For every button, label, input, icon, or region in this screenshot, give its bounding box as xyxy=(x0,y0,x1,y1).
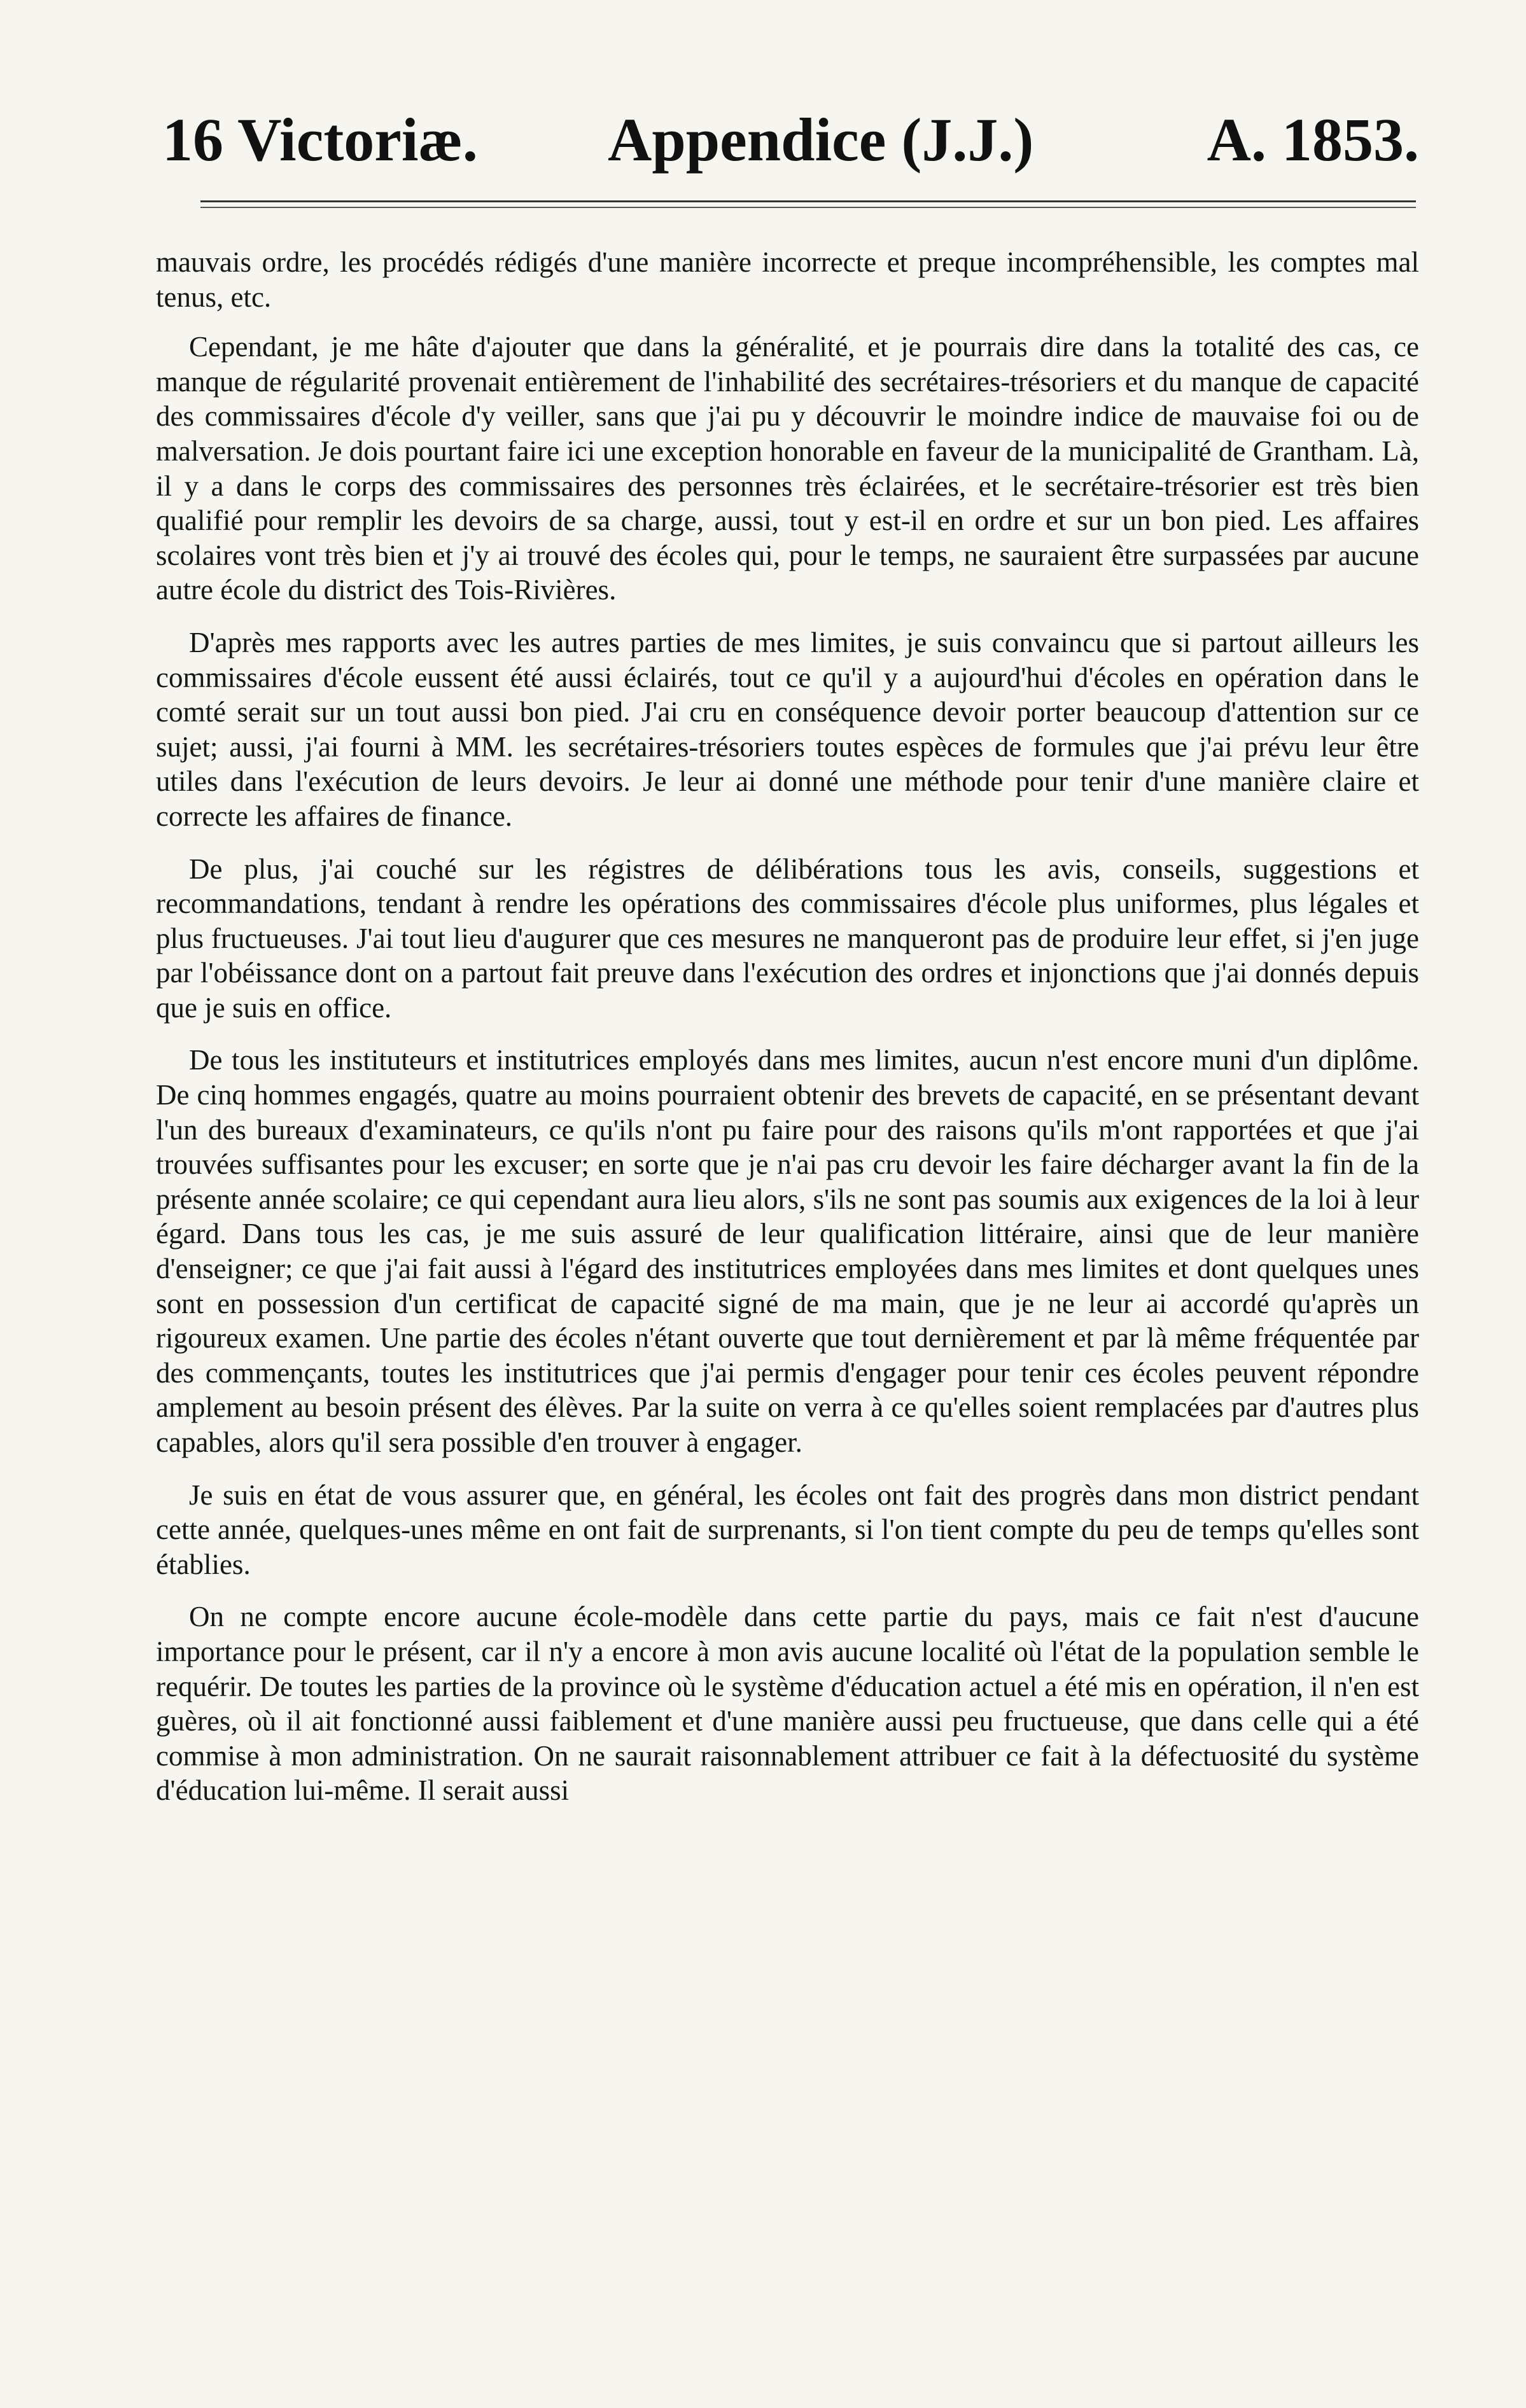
page-header xyxy=(162,102,1419,178)
header-year: A. 1853. xyxy=(1207,106,1419,174)
paragraph: D'après mes rapports avec les autres parties de mes limites, je suis convaincu que si partout ailleurs les commissaires d'école eussent été aussi éclairés, tout ce qu'il y a aujourd'hui d'écoles en opération dans le comté serait sur un tout aussi bon pied. J'ai cru en conséquence devoir porter beaucoup d'attention sur ce sujet; aussi, j'ai fourni à MM. les secrétaires-trésoriers toutes espèces de formules que j'ai prévu leur être utiles dans l'exécution de leurs devoirs. Je leur ai donné une méthode pour tenir d'une manière claire et correcte les affaires de finance. xyxy=(156,626,1419,832)
paragraph: Je suis en état de vous assurer que, en général, les écoles ont fait des progrès dans mon district pendant cette année, quelques-unes même en ont fait de surprenants, si l'on tient compte du peu de temps qu'elles sont établies. xyxy=(156,1479,1419,1580)
paragraph-continuation: mauvais ordre, les procédés rédigés d'une manière incorrecte et preque incompréhensible, les comptes mal tenus, etc. xyxy=(156,246,1419,313)
paragraph: Cependant, je me hâte d'ajouter que dans la généralité, et je pourrais dire dans la totalité des cas, ce manque de régularité provenait entièrement de l'inhabilité des secrétaires-trésoriers et du manque de capacité des commissaires d'école d'y veiller, sans que j'ai pu y découvrir le moindre indice de mauvaise foi ou de malversation. Je dois pourtant faire ici une exception honorable en faveur de la municipalité de Grantham. Là, il y a dans le corps des commissaires des personnes très éclairées, et le secrétaire-trésorier est très bien qualifié pour remplir les devoirs de sa charge, aussi, tout y est-il en ordre et sur un bon pied. Les affaires scolaires vont très bien et j'y ai trouvé des écoles qui, pour le temps, ne sauraient être surpassées par aucune autre école du district des Tois-Rivières. xyxy=(156,331,1419,606)
paragraph: On ne compte encore aucune école-modèle dans cette partie du pays, mais ce fait n'est d'aucune importance pour le présent, car il n'y a encore à mon avis aucune localité où l'état de la population semble le requérir. De toutes les parties de la province où le système d'éducation actuel a été mis en opération, il n'en est guères, où il ait fonctionné aussi faiblement et d'une manière aussi peu fructueuse, que dans celle qui a été commise à mon administration. On ne saurait raisonnablement attribuer ce fait à la défectuosité du système d'éducation lui-même. Il serait aussi xyxy=(156,1601,1419,1807)
body-text xyxy=(156,245,1419,1826)
header-divider-top xyxy=(200,200,1416,202)
header-appendix: Appendice (J.J.) xyxy=(608,106,1034,174)
header-divider-bottom xyxy=(200,207,1416,208)
paragraph: De tous les instituteurs et institutrices employés dans mes limites, aucun n'est encore muni d'un diplôme. De cinq hommes engagés, quatre au moins pourraient obtenir des brevets de capacité, en se présentant devant l'un des bureaux d'examinateurs, ce qu'ils n'ont pu faire pour des raisons qu'ils m'ont rapportées et que j'ai trouvées suffisantes pour les excuser; en sorte que je n'ai pas cru devoir les faire décharger avant la fin de la présente année scolaire; ce qui cependant aura lieu alors, s'ils ne sont pas soumis aux exigences de la loi à leur égard. Dans tous les cas, je me suis assuré de leur qualification littéraire, ainsi que de leur manière d'enseigner; ce que j'ai fait aussi à l'égard des institutrices employées dans mes limites et dont quelques unes sont en possession d'un certificat de capacité signé de ma main, que je ne leur ai accordé qu'après un rigoureux examen. Une partie des écoles n'étant ouverte que tout dernièrement et par là même fréquentée par des commençants, toutes les institutrices que j'ai permis d'engager pour tenir ces écoles peuvent répondre amplement au besoin présent des élèves. Par la suite on verra à ce qu'elles soient remplacées par d'autres plus capables, alors qu'il sera possible d'en trouver à engager. xyxy=(156,1044,1419,1458)
header-session: 16 Victoriæ. xyxy=(162,106,478,174)
paragraph: De plus, j'ai couché sur les régistres de délibérations tous les avis, conseils, suggestions et recommandations, tendant à rendre les opérations des commissaires d'école plus uniformes, plus légales et plus fructueuses. J'ai tout lieu d'augurer que ces mesures ne manqueront pas de produire leur effet, si j'en juge par l'obéissance dont on a partout fait preuve dans l'exécution des ordres et injonctions que j'ai donnés depuis que je suis en office. xyxy=(156,853,1419,1024)
